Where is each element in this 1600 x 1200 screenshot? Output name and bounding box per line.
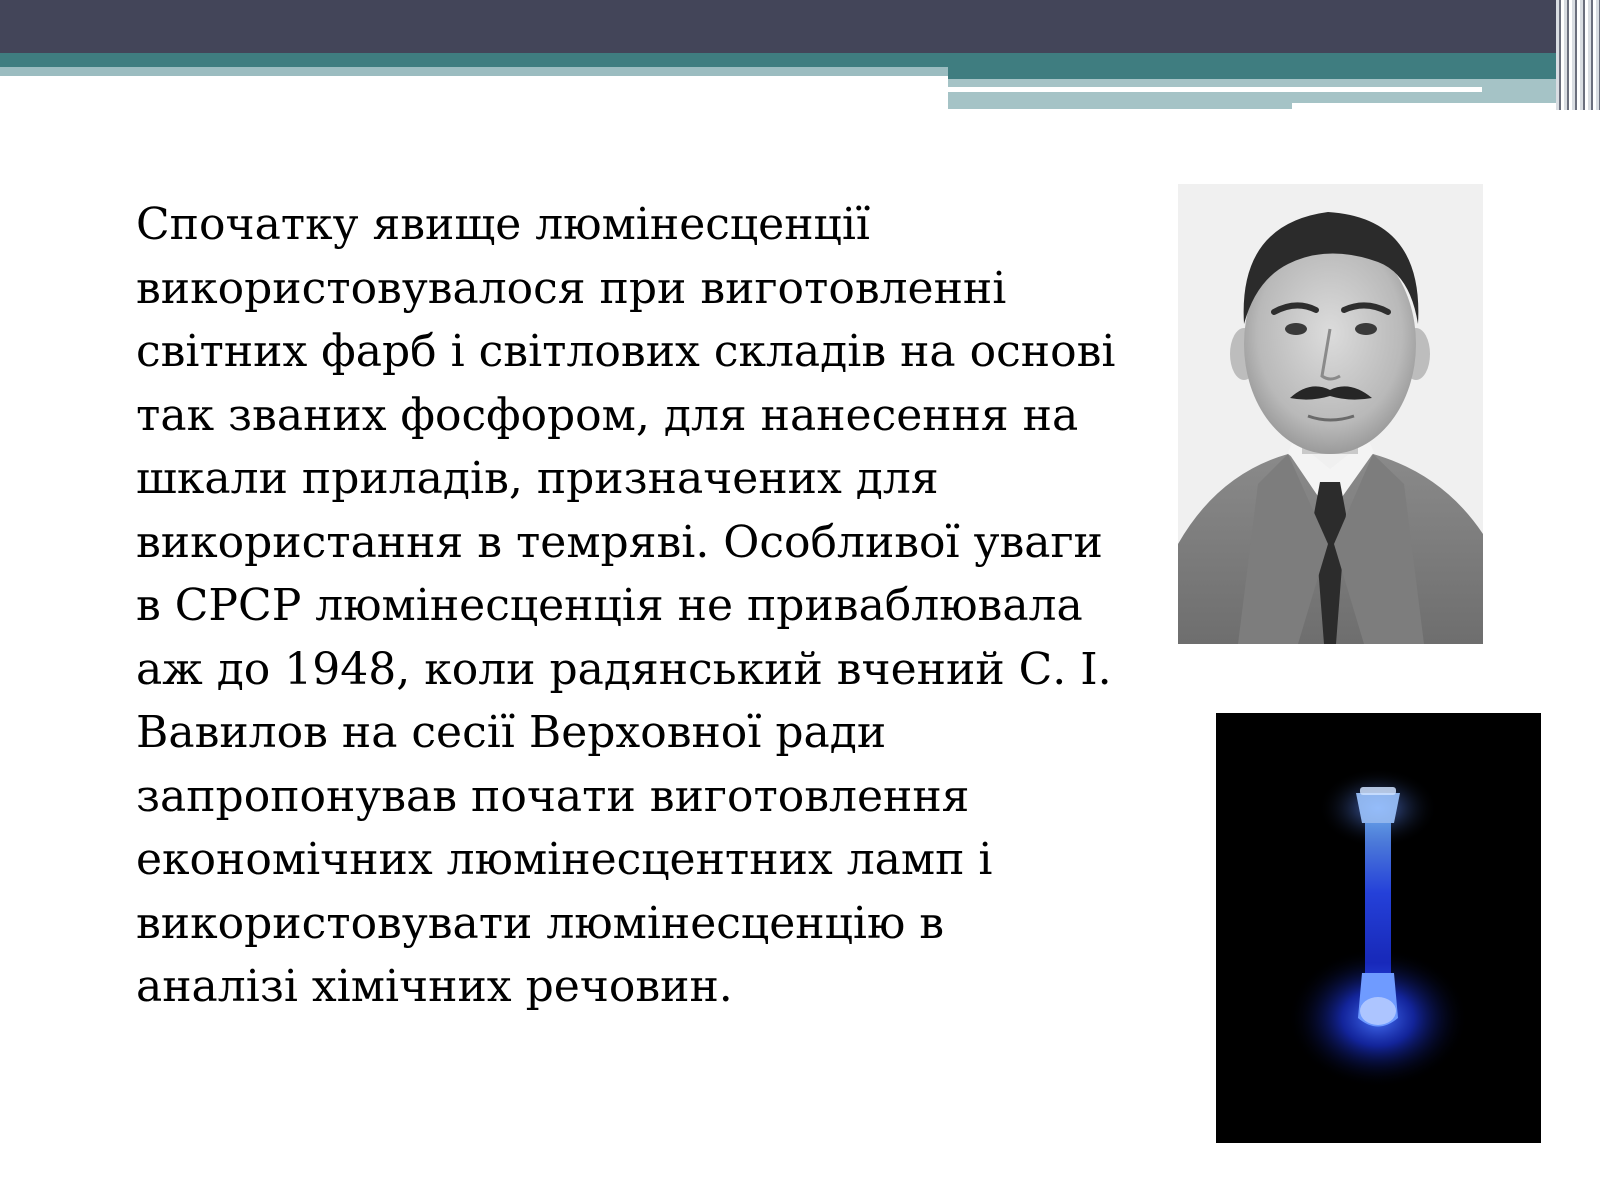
header-bar-teal (0, 53, 1556, 67)
header-bar-light-left (0, 67, 948, 76)
header-bar-teal-right (948, 67, 1556, 79)
slide-body-text: Спочатку явище люмінесценції використовувалося при виготовленні світних фарб і світлових складів на основі так званих фосфором, для нанесення на шкали приладів, призначених для використання в темряві. Особливої уваги в СРСР люмінесценція не приваблювала аж до 1948, коли радянський вчений С. І. Вавилов на сесії Верховної ради запропонував почати виготовлення економічних люмінесцентних ламп і використовувати люмінесценцію в аналізі хімічних речовин. (136, 199, 1116, 1012)
header-bar-dark (0, 0, 1556, 53)
header-accent-line (948, 87, 1482, 92)
header-accent-line (1292, 103, 1556, 109)
portrait-image (1178, 184, 1483, 644)
header-corner-stripes (1556, 0, 1600, 110)
luminescent-tube-image (1216, 713, 1541, 1143)
